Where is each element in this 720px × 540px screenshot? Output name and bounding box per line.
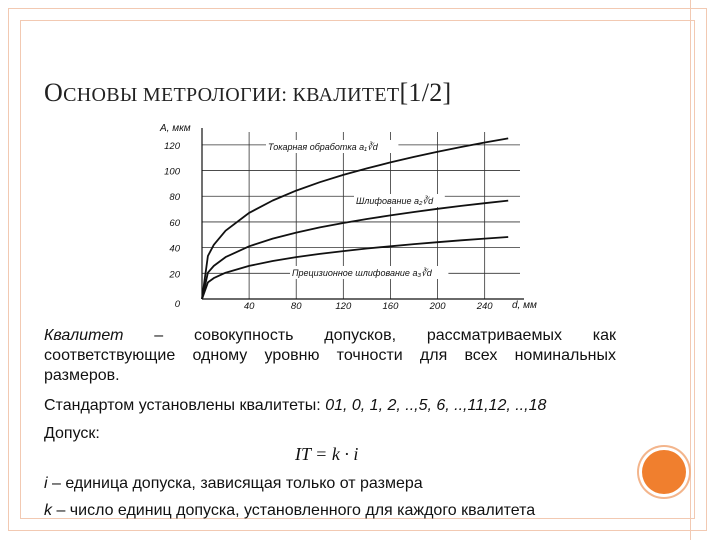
tolerance-heading: Допуск:	[44, 425, 100, 442]
standard-grades-text: Стандартом установлены квалитеты:	[44, 397, 326, 414]
y-tick-label-4: 80	[169, 192, 180, 204]
count-definition-line	[44, 501, 535, 521]
slide-right-rule	[690, 0, 691, 540]
series-label-1: Шлифование a₂∛d	[356, 196, 434, 206]
y-tick-label-3: 60	[169, 217, 180, 229]
standard-grades-values: 01, 0, 1, 2, ..,5, 6, ..,11,12, ..,18	[325, 397, 547, 414]
title-rest: СНОВЫ МЕТРОЛОГИИ: КВАЛИТЕТ	[63, 84, 400, 106]
count-variable: k	[44, 502, 52, 519]
definition-term: Квалитет	[44, 327, 124, 344]
title-first-letter: О	[44, 78, 64, 107]
definition-paragraph	[44, 326, 616, 386]
unit-definition-text: – единица допуска, зависящая только от размера	[47, 475, 423, 492]
standard-grades-line	[44, 396, 624, 416]
y-tick-label-5: 100	[164, 166, 180, 178]
y-tick-label-2: 40	[169, 243, 180, 255]
x-axis-label: d, мм	[512, 300, 537, 311]
x-tick-label-4: 200	[429, 301, 446, 312]
x-tick-label-1: 80	[290, 301, 302, 312]
tolerance-chart	[150, 118, 550, 320]
count-definition-text: – число единиц допуска, установленного для каждого квалитета	[52, 502, 536, 519]
series-label-2: Прецизионное шлифование a₃∛d	[292, 268, 432, 278]
x-tick-label-5: 240	[476, 301, 493, 312]
series-label-0: Токарная обработка a₁∛d	[268, 142, 378, 152]
y-axis-label: A, мкм	[160, 123, 191, 134]
y-tick-label-0: 0	[174, 299, 180, 310]
x-tick-label-2: 120	[335, 301, 352, 312]
x-tick-label-3: 160	[382, 301, 399, 312]
definition-text: – совокупность допусков, рассматриваемых как соответствующие одному уровню точности для всех номинальных размеров.	[44, 327, 616, 384]
y-tick-label-6: 120	[164, 140, 180, 152]
unit-variable: i	[44, 475, 48, 492]
decorative-orange-circle	[642, 450, 686, 494]
tolerance-formula: IT = k · i	[295, 444, 359, 464]
x-tick-label-0: 40	[243, 301, 255, 312]
slide-title	[44, 78, 452, 108]
unit-definition-line	[44, 474, 423, 494]
title-bracket: [1/2]	[399, 78, 452, 107]
y-tick-label-1: 20	[169, 269, 180, 281]
